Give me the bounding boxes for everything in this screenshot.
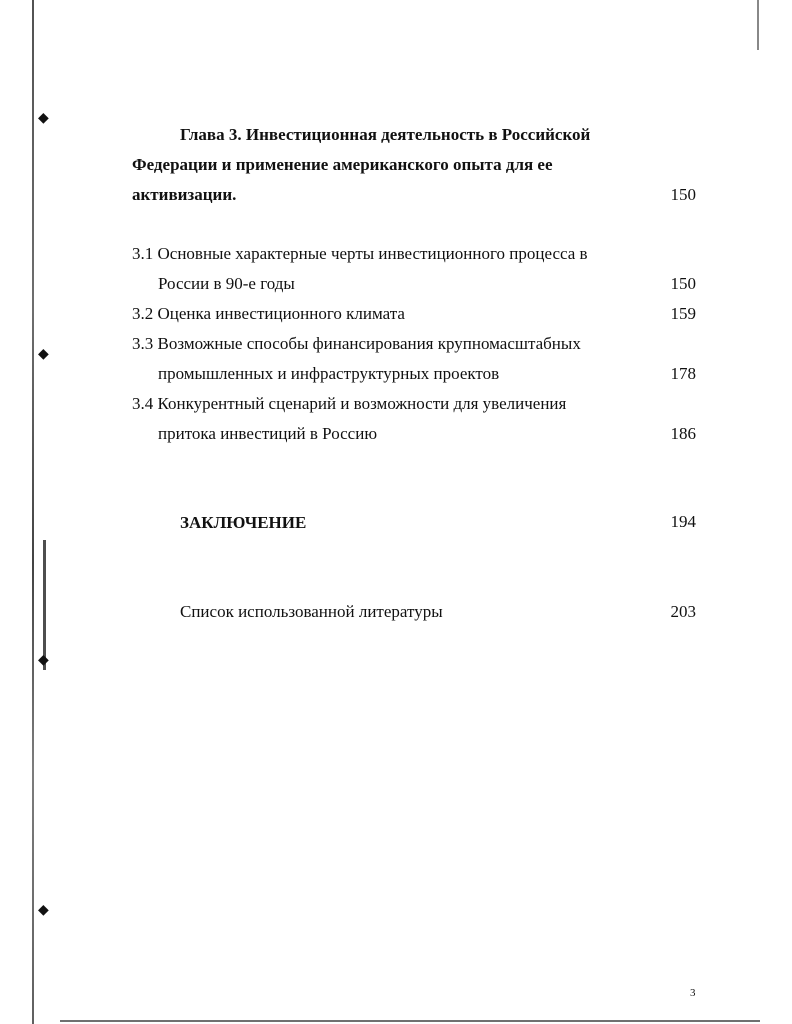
chapter-page-number: 150	[670, 185, 696, 204]
toc-entry-3-1-page: 150	[670, 274, 696, 293]
toc-entry-3-3-page: 178	[670, 364, 696, 383]
toc-entry-3-4-page: 186	[670, 424, 696, 443]
references-page: 203	[670, 602, 696, 621]
toc-entry-3-1-line-2: России в 90-е годы	[158, 274, 295, 293]
toc-entry-3-2-page: 159	[670, 304, 696, 323]
binding-hole-mark: ◆	[38, 653, 49, 668]
toc-entry-3-3-line-2: промышленных и инфраструктурных проектов	[158, 364, 500, 383]
scan-edge-left	[32, 0, 34, 1024]
conclusion-title: ЗАКЛЮЧЕНИЕ	[180, 513, 307, 532]
binding-hole-mark: ◆	[38, 903, 49, 918]
toc-entry-3-4-line-1: 3.4 Конкурентный сценарий и возможности для увеличения	[132, 394, 567, 413]
chapter-title-line-2: Федерации и применение американского опыта для ее	[132, 155, 553, 174]
binding-hole-mark: ◆	[38, 347, 49, 362]
scan-edge-bottom	[60, 1020, 760, 1022]
binding-hole-mark: ◆	[38, 111, 49, 126]
page-number: 3	[690, 987, 696, 999]
toc-entry-3-2: 3.2 Оценка инвестиционного климата	[132, 304, 405, 323]
references-title: Список использованной литературы	[180, 602, 443, 621]
toc-entry-3-3-line-1: 3.3 Возможные способы финансирования крупномасштабных	[132, 334, 581, 353]
chapter-title-line-3: активизации.	[132, 185, 237, 204]
scan-edge-right	[757, 0, 759, 50]
chapter-title-line-1: Глава 3. Инвестиционная деятельность в Российской	[180, 125, 591, 144]
toc-entry-3-4-line-2: притока инвестиций в Россию	[158, 424, 378, 443]
toc-entry-3-1-line-1: 3.1 Основные характерные черты инвестиционного процесса в	[132, 244, 588, 263]
conclusion-page: 194	[670, 512, 696, 531]
scan-edge-mark	[43, 540, 46, 670]
